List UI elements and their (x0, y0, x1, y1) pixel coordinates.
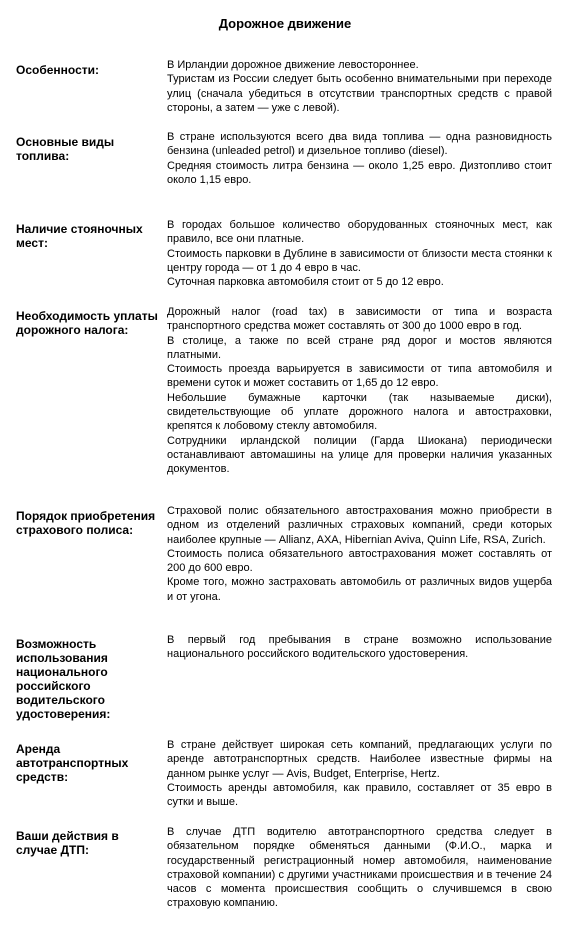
paragraph: Туристам из России следует быть особенно внимательными при переходе улиц (сначала убедиться в отсутствии транспортных средств с правой стороны, а затем — уже с левой). (167, 73, 552, 114)
section-body (167, 130, 552, 187)
paragraph: В городах большое количество оборудованных стояночных мест, как правило, все они платные. (167, 219, 552, 246)
section-label: Необходимость уплаты дорожного налога: (16, 309, 158, 337)
paragraph: Сотрудники ирландской полиции (Гарда Шиокана) периодически останавливают автомашины на улице для проверки наличия указанных документов. (167, 434, 552, 476)
paragraph: В стране действует широкая сеть компаний, предлагающих услуги по аренде автотранспортных средств. Наиболее известные фирмы на данном рынке услуг — Avis, Budget, Enterprise, Hertz. (167, 739, 552, 780)
section-label: Особенности: (16, 63, 100, 77)
paragraph: В случае ДТП водителю автотранспортного средства следует в обязательном порядке обменяться данными (Ф.И.О., марка и государственный регистрационный номер автомобиля, наименование страховой компании) с другими участниками происшествия и в течение 24 часов с момента происшествия сообщить о случившемся в свою страховую компанию. (167, 826, 552, 910)
paragraph: Дорожный налог (road tax) в зависимости от типа и возраста транспортного средства может составлять от 300 до 1000 евро в год. (167, 306, 552, 333)
paragraph: Страховой полис обязательного автострахования можно приобрести в одном из отделений различных страховых компаний, среди которых наиболее крупные — Allianz, AXA, Hibernian Aviva, Quinn Life, RSA, Zurich. (167, 505, 552, 546)
paragraph: Суточная парковка автомобиля стоит от 5 до 12 евро. (167, 276, 444, 289)
paragraph: Стоимость парковки в Дублине в зависимости от близости места стоянки к центру города — от 1 до 4 евро в час. (167, 247, 552, 274)
paragraph: Кроме того, можно застраховать автомобиль от различных видов ущерба и от угона. (167, 576, 552, 603)
section-body (167, 58, 552, 115)
section-body (167, 738, 552, 809)
section-label: Наличие стояночных мест: (16, 222, 143, 250)
section-label: Возможность использования национального российского водительского удостоверения: (16, 637, 111, 721)
section-body (167, 305, 552, 477)
paragraph: В стране используются всего два вида топлива — одна разновидность бензина (unleaded petrol) и дизельное топливо (diesel). (167, 131, 552, 158)
page-title: Дорожное движение (218, 16, 352, 31)
paragraph: В первый год пребывания в стране возможно использование национального российского водительского удостоверения. (167, 634, 552, 661)
paragraph: Небольшие бумажные карточки (так называемые диски), свидетельствующие об уплате дорожного налога и автостраховки, крепятся к лобовому стеклу автомобиля. (167, 391, 552, 433)
paragraph: Стоимость полиса обязательного автострахования может составлять от 200 до 600 евро. (167, 547, 552, 575)
paragraph: Стоимость аренды автомобиля, как правило, составляет от 35 евро в сутки и выше. (167, 781, 552, 809)
section-body (167, 825, 552, 911)
paragraph: Средняя стоимость литра бензина — около 1,25 евро. Дизтопливо стоит около 1,15 евро. (167, 159, 552, 186)
section-body (167, 504, 552, 604)
paragraph: В Ирландии дорожное движение левостороннее. (167, 59, 419, 71)
section-body (167, 633, 552, 662)
section-label: Ваши действия в случае ДТП: (16, 829, 119, 857)
section-label: Аренда автотранспортных средств: (16, 742, 129, 784)
section-body (167, 218, 552, 289)
paragraph: Стоимость проезда варьируется в зависимости от типа автомобиля и времени суток и может составить от 1,65 до 12 евро. (167, 363, 552, 390)
section-label: Порядок приобретения страхового полиса: (16, 509, 156, 537)
section-label: Основные виды топлива: (16, 135, 115, 163)
paragraph: В столице, а также по всей стране ряд дорог и мостов являются платными. (167, 334, 552, 361)
